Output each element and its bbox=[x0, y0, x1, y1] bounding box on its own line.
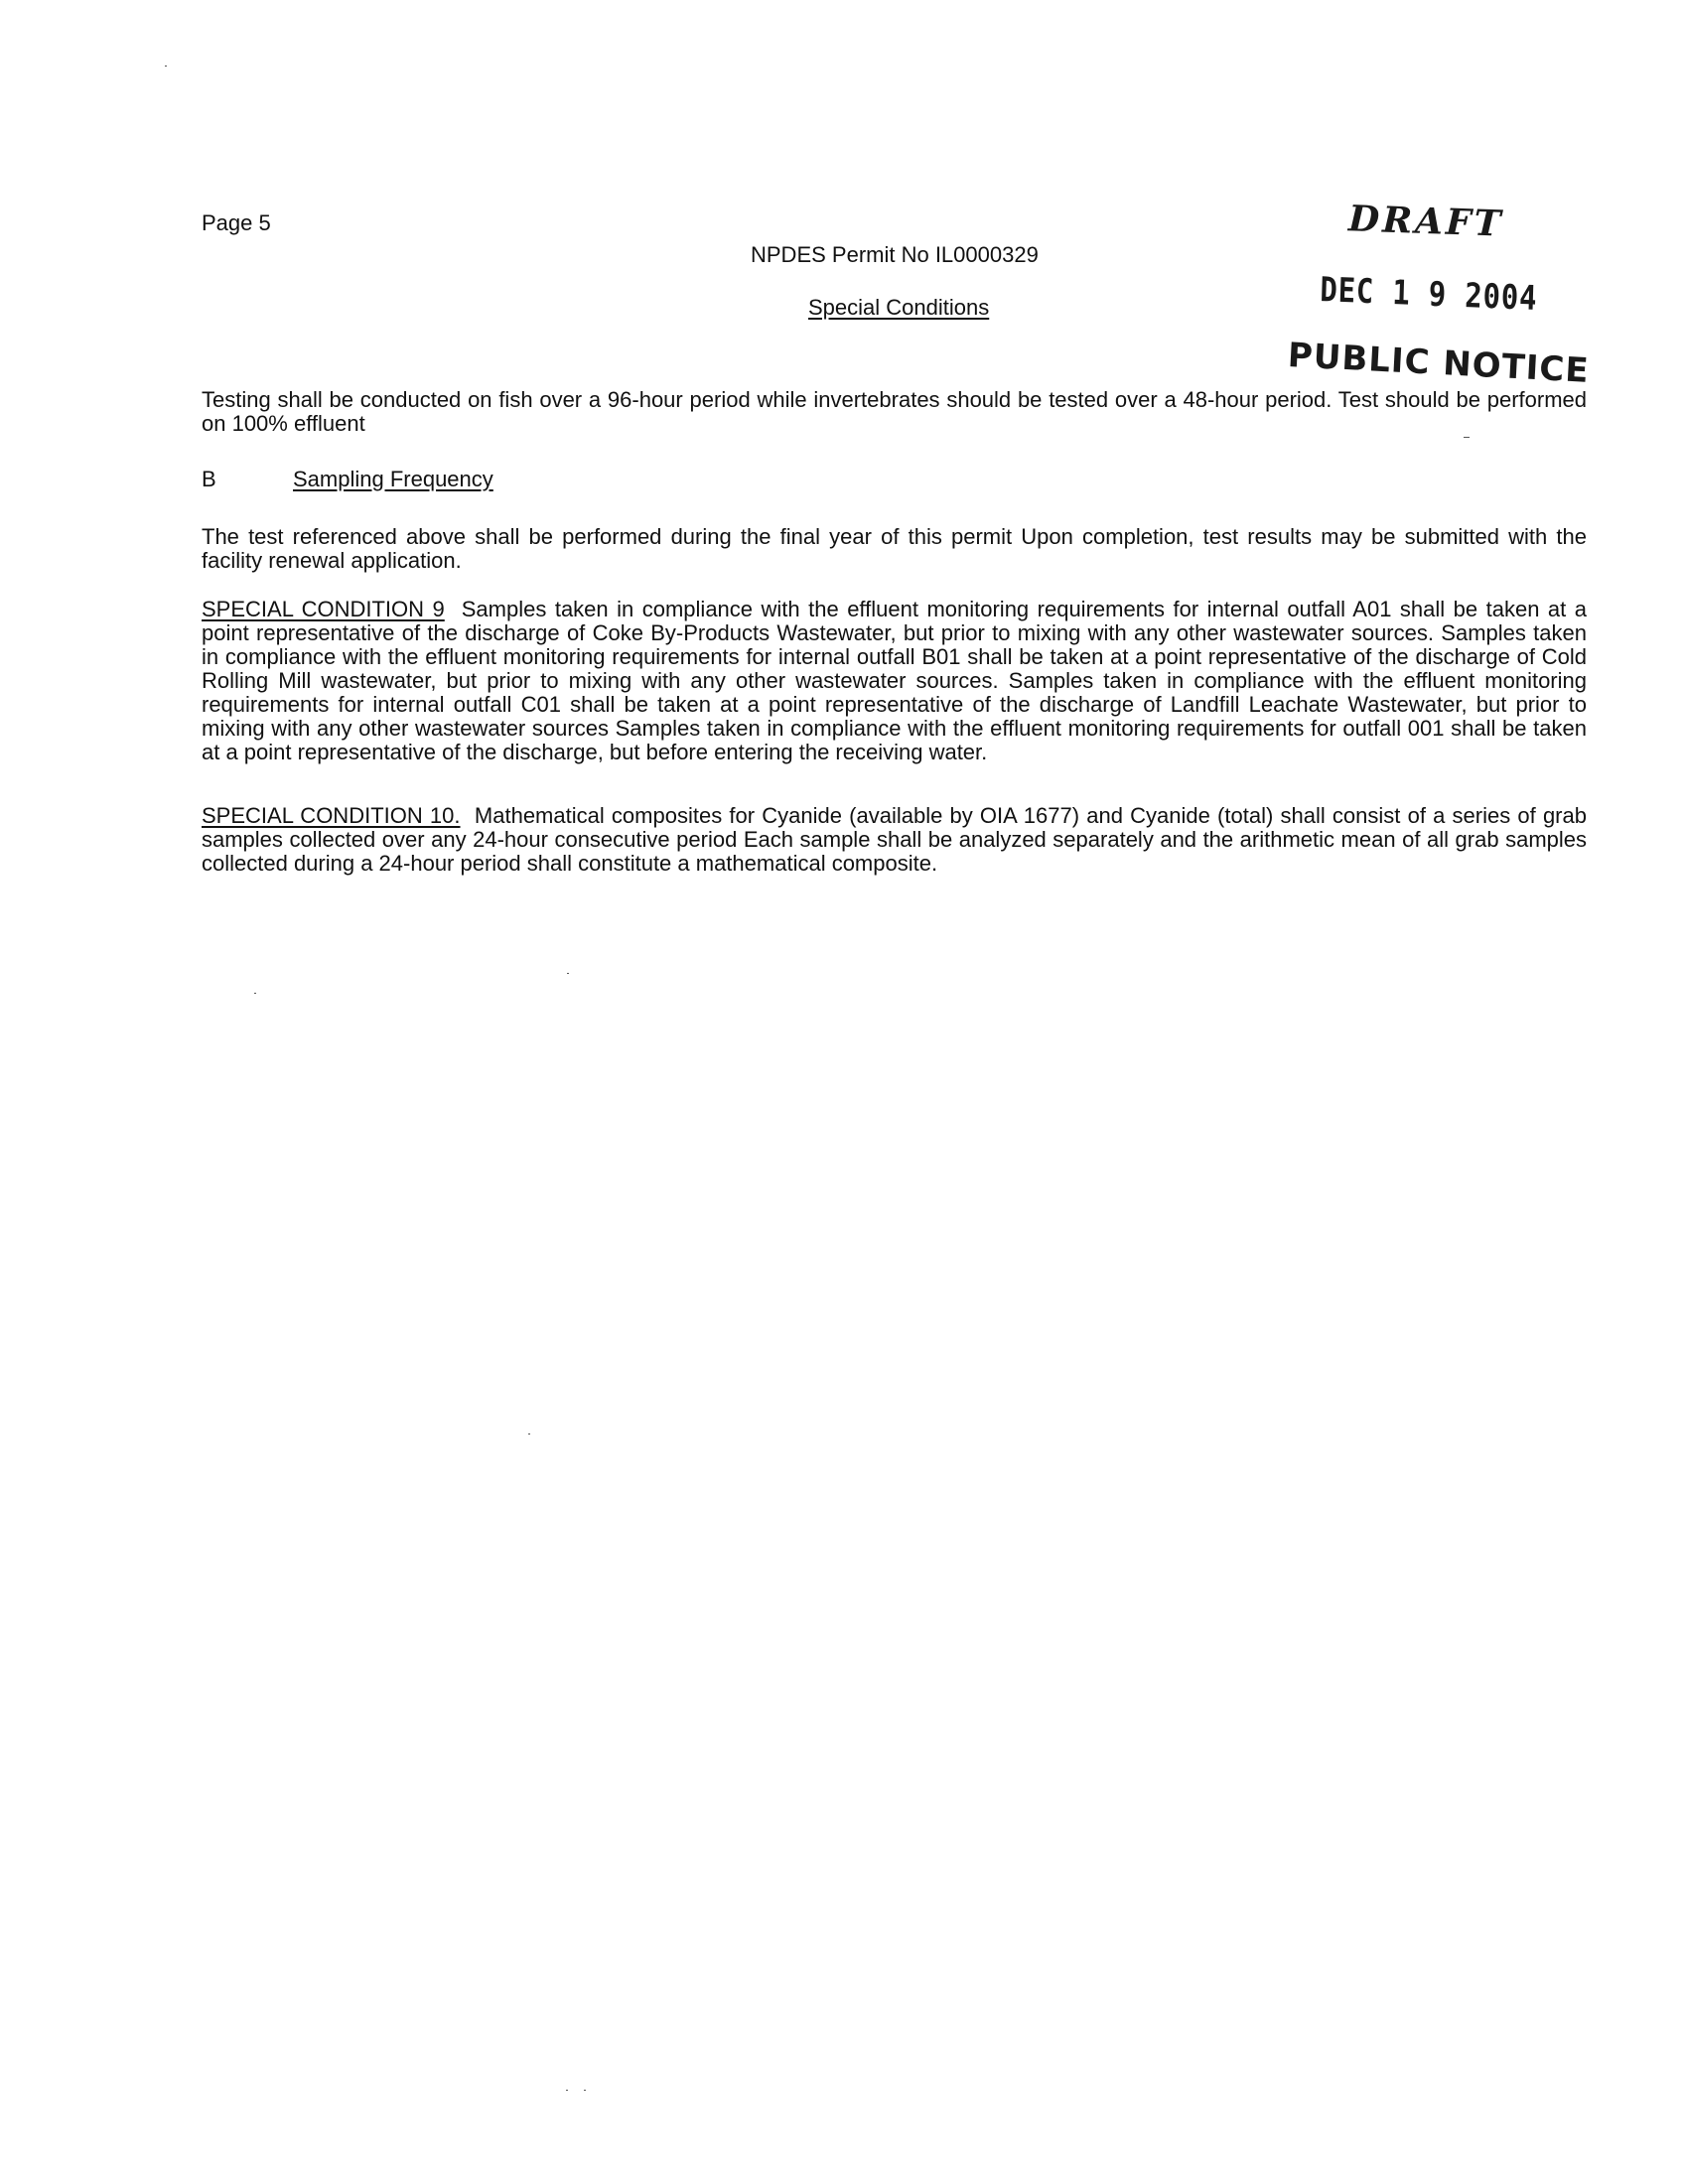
scan-speck bbox=[1464, 437, 1470, 438]
public-notice-stamp: PUBLIC NOTICE bbox=[1286, 336, 1591, 391]
scan-speck bbox=[567, 973, 569, 974]
condition-label: SPECIAL CONDITION 10. bbox=[202, 803, 461, 828]
scan-speck bbox=[165, 66, 167, 67]
stamp-date: DEC 1 9 2004 bbox=[1319, 270, 1538, 319]
special-condition-10 bbox=[202, 804, 1587, 876]
sampling-paragraph: The test referenced above shall be performed during the final year of this permit Upon completion, test results may be submitted with the facility renewal application. bbox=[202, 524, 1587, 573]
draft-stamp: DRAFT bbox=[1347, 198, 1505, 245]
page-number: Page 5 bbox=[202, 210, 271, 235]
scan-speck bbox=[528, 1433, 530, 1434]
section-heading: Special Conditions bbox=[808, 295, 990, 320]
condition-text: Mathematical composites for Cyanide (available by OIA 1677) and Cyanide (total) shall consist of a series of grab samples collected over any 24-hour consecutive period Each sample shall be analyzed separately and the arithmetic mean of all grab samples collected during a 24-hour period shall constitute a mathematical composite. bbox=[202, 803, 1587, 876]
section-b-heading bbox=[202, 467, 493, 492]
section-title: Sampling Frequency bbox=[293, 467, 493, 491]
section-letter: B bbox=[202, 467, 216, 491]
special-condition-9 bbox=[202, 598, 1587, 764]
permit-number: NPDES Permit No IL0000329 bbox=[751, 242, 1039, 267]
scan-speck bbox=[566, 2090, 568, 2091]
condition-label: SPECIAL CONDITION 9 bbox=[202, 597, 445, 621]
condition-text: Samples taken in compliance with the effluent monitoring requirements for internal outfall A01 shall be taken at a point representative of the discharge of Coke By-Products Wastewater, but prior to mixing with any other wastewater sources. Samples taken in compliance with the effluent monitoring requirements for internal outfall B01 shall be taken at a point representative of the discharge of Cold Rolling Mill wastewater, but prior to mixing with any other wastewater sources. Samples taken in compliance with the effluent monitoring requirements for internal outfall C01 shall be taken at a point representative of the discharge of Landfill Leachate Wastewater, but prior to mixing with any other wastewater sources Samples taken in compliance with the effluent monitoring requirements for outfall 001 shall be taken at a point representative of the discharge, but before entering the receiving water. bbox=[202, 597, 1588, 764]
scan-speck bbox=[254, 993, 256, 994]
testing-paragraph: Testing shall be conducted on fish over a 96-hour period while invertebrates should be tested over a 48-hour period. Test should be performed on 100% effluent bbox=[202, 387, 1587, 436]
scan-speck bbox=[584, 2090, 586, 2091]
